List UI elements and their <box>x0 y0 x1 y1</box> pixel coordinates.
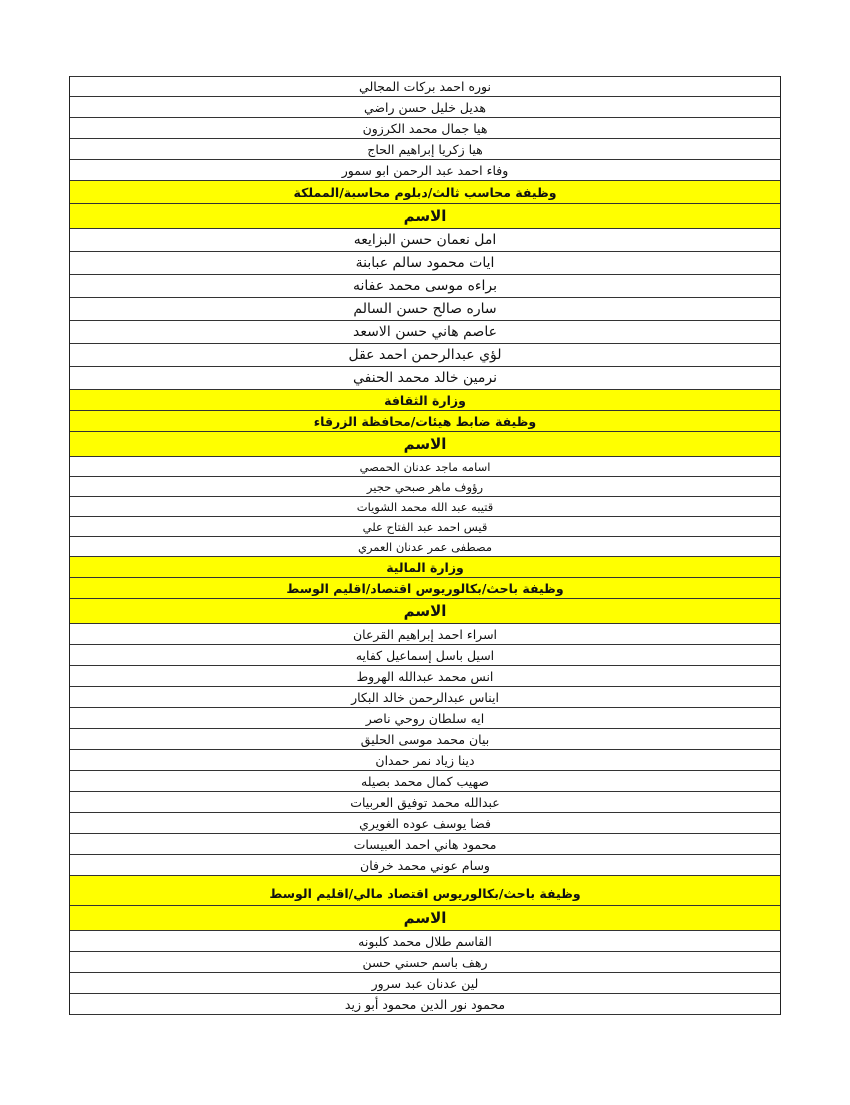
job-title-row: وظيفة ضابط هيئات/محافظة الزرقاء <box>70 411 780 432</box>
table-row: انس محمد عبدالله الهروط <box>70 666 780 687</box>
table-row: قيس احمد عبد الفتاح علي <box>70 517 780 537</box>
table-row: القاسم طلال محمد كلبونه <box>70 931 780 952</box>
table-row: بيان محمد موسى الحليق <box>70 729 780 750</box>
table-row: هديل خليل حسن راضي <box>70 97 780 118</box>
table-row: صهيب كمال محمد بصيله <box>70 771 780 792</box>
table-row: اسامه ماجد عدنان الحمصي <box>70 457 780 477</box>
ministry-title-row: وزارة الثقافة <box>70 390 780 411</box>
table-row: نوره احمد بركات المجالي <box>70 76 780 97</box>
job-title-row: وظيفة باحث/بكالوريوس اقتصاد مالي/اقليم الوسط <box>70 876 780 906</box>
column-header-name: الاسم <box>70 204 780 229</box>
table-row: محمود هاني احمد العبيسات <box>70 834 780 855</box>
column-header-name: الاسم <box>70 432 780 457</box>
table-row: محمود نور الدين محمود أبو زيد <box>70 994 780 1015</box>
names-table <box>69 76 781 1015</box>
column-header-name: الاسم <box>70 906 780 931</box>
table-row: لؤي عبدالرحمن احمد عقل <box>70 344 780 367</box>
table-row: وسام عوني محمد خرفان <box>70 855 780 876</box>
table-row: عاصم هاني حسن الاسعد <box>70 321 780 344</box>
column-header-name: الاسم <box>70 599 780 624</box>
table-row: مصطفى عمر عدنان العمري <box>70 537 780 557</box>
table-row: امل نعمان حسن البزايعه <box>70 229 780 252</box>
table-row: هيا جمال محمد الكرزون <box>70 118 780 139</box>
table-row: نرمين خالد محمد الحنفي <box>70 367 780 390</box>
table-row: هيا زكريا إبراهيم الحاج <box>70 139 780 160</box>
table-row: ايه سلطان روحي ناصر <box>70 708 780 729</box>
table-row: فضا يوسف عوده الغويري <box>70 813 780 834</box>
table-row: قتيبه عبد الله محمد الشويات <box>70 497 780 517</box>
table-row: لين عدنان عبد سرور <box>70 973 780 994</box>
job-title-row: وظيفة باحث/بكالوريوس اقتصاد/اقليم الوسط <box>70 578 780 599</box>
table-row: وفاء احمد عبد الرحمن ابو سمور <box>70 160 780 181</box>
table-row: براءه موسى محمد عفانه <box>70 275 780 298</box>
table-row: اسراء احمد إبراهيم القرعان <box>70 624 780 645</box>
table-row: ايات محمود سالم عبابنة <box>70 252 780 275</box>
table-row: عبدالله محمد توفيق العربيات <box>70 792 780 813</box>
job-title-row: وظيفة محاسب ثالث/دبلوم محاسبة/المملكة <box>70 181 780 204</box>
table-row: ايناس عبدالرحمن خالد البكار <box>70 687 780 708</box>
table-row: ساره صالح حسن السالم <box>70 298 780 321</box>
table-row: دينا زياد نمر حمدان <box>70 750 780 771</box>
table-row: اسيل باسل إسماعيل كفايه <box>70 645 780 666</box>
ministry-title-row: وزارة المالية <box>70 557 780 578</box>
table-row: رؤوف ماهر صبحي حجير <box>70 477 780 497</box>
table-row: رهف باسم حسني حسن <box>70 952 780 973</box>
